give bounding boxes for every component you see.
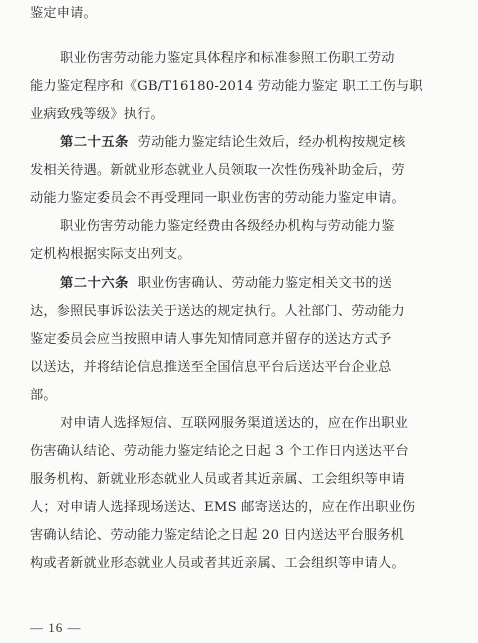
- paragraph-line: 构或者新就业形态就业人员或者其近亲属、工会组织等申请人。: [30, 556, 405, 571]
- paragraph-line: 伤害确认结论、劳动能力鉴定结论之日起 3 个工作日内送达平台: [30, 444, 409, 459]
- paragraph-line: 对申请人选择短信、互联网服务渠道送达的，应在作出职业: [60, 416, 409, 431]
- article-heading: 第二十六条: [60, 276, 129, 291]
- paragraph-line: 人；对申请人选择现场送达、EMS 邮寄送达的，应在作出职业伤: [30, 500, 416, 515]
- paragraph-line: 部。: [30, 388, 57, 403]
- paragraph-line: 以送达，并将结论信息推送至全国信息平台后送达平台企业总: [30, 360, 392, 375]
- article-heading: 第二十五条: [60, 135, 129, 150]
- paragraph-line: 能力鉴定程序和《GB/T16180-2014 劳动能力鉴定 职工工伤与职: [30, 79, 423, 94]
- paragraph-line: 发相关待遇。新就业形态就业人员领取一次性伤残补助金后，劳: [30, 163, 405, 178]
- paragraph-line: 害确认结论、劳动能力鉴定结论之日起 20 日内送达平台服务机: [30, 528, 405, 543]
- document-page: [30, 0, 448, 643]
- paragraph-line: 业病致残等级》执行。: [30, 107, 164, 122]
- paragraph-line: 动能力鉴定委员会不再受理同一职业伤害的劳动能力鉴定申请。: [30, 191, 405, 206]
- paragraph-line: 达，参照民事诉讼法关于送达的规定执行。人社部门、劳动能力: [30, 304, 405, 319]
- paragraph-line: 职业伤害劳动能力鉴定经费由各级经办机构与劳动能力鉴: [60, 219, 395, 234]
- article-26-first-line: [60, 275, 392, 293]
- paragraph-line: 职业伤害劳动能力鉴定具体程序和标准参照工伤职工劳动: [60, 51, 395, 66]
- paragraph-line: 定机构根据实际支出列支。: [30, 247, 191, 262]
- paragraph-line: 鉴定委员会应当按照申请人事先知情同意并留存的送达方式予: [30, 332, 392, 347]
- paragraph-text: 职业伤害确认、劳动能力鉴定相关文书的送: [137, 276, 393, 291]
- paragraph-line: 鉴定申请。: [30, 6, 97, 21]
- page-number: — 16 —: [30, 620, 82, 635]
- article-25-first-line: [60, 134, 405, 152]
- paragraph-line: 服务机构、新就业形态就业人员或者其近亲属、工会组织等申请: [30, 472, 405, 487]
- paragraph-text: 劳动能力鉴定结论生效后，经办机构按规定核: [137, 135, 406, 150]
